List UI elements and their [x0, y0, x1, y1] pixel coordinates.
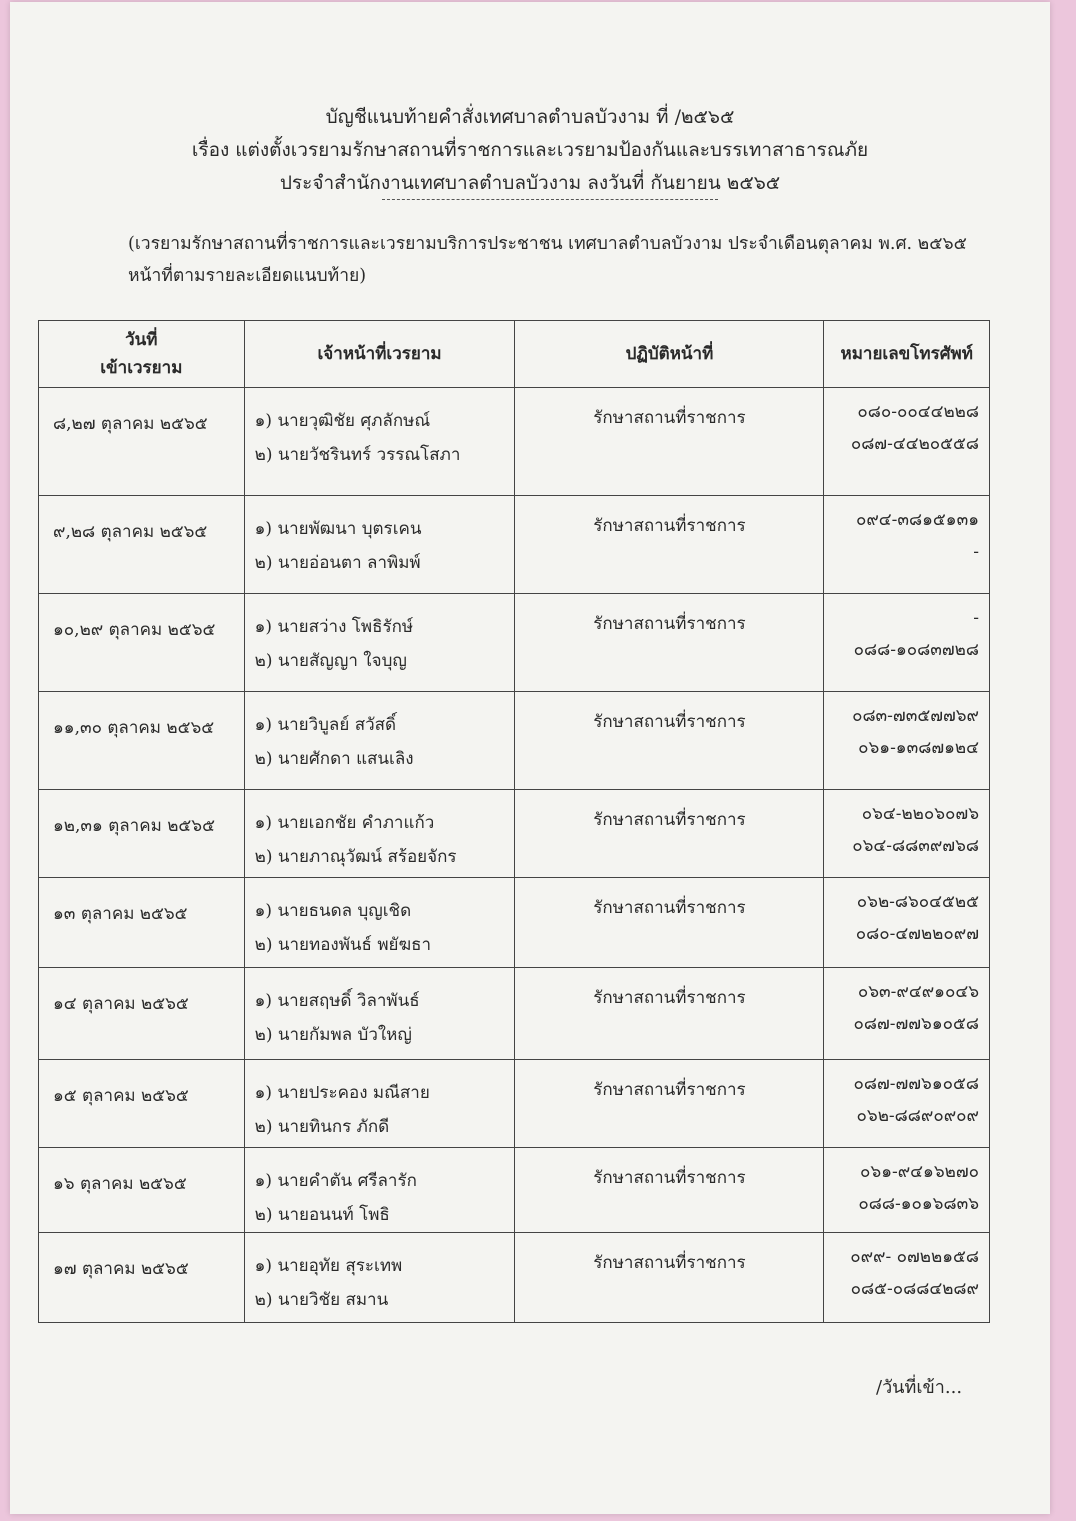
cell-duty: รักษาสถานที่ราชการ — [515, 594, 824, 692]
table-row — [39, 968, 990, 1060]
staff-member-2: ๒) นายทินกร ภักดี — [254, 1117, 390, 1137]
cell-duty: รักษาสถานที่ราชการ — [515, 878, 824, 968]
staff-member-2: ๒) นายวิชัย สมาน — [254, 1290, 389, 1310]
cell-staff — [244, 1233, 515, 1323]
duty-roster-table — [38, 320, 990, 1323]
staff-member-2: ๒) นายอ่อนตา ลาพิมพ์ — [254, 553, 421, 573]
staff-member-1: ๑) นายพัฒนา บุตรเคน — [254, 519, 422, 539]
cell-date: ๑๒,๓๑ ตุลาคม ๒๕๖๕ — [39, 790, 245, 878]
phone-number-2: ๐๖๒-๘๘๙๐๙๐๙ — [856, 1106, 979, 1126]
header-duty: ปฏิบัติหน้าที่ — [515, 321, 824, 388]
staff-member-1: ๑) นายธนดล บุญเชิด — [254, 901, 412, 921]
staff-member-1: ๑) นายประคอง มณีสาย — [254, 1083, 430, 1103]
cell-phone — [824, 1060, 990, 1148]
staff-member-1: ๑) นายวุฒิชัย ศุภลักษณ์ — [254, 411, 431, 431]
header-subject: เรื่อง แต่งตั้งเวรยามรักษาสถานที่ราชการและเวรยามป้องกันและบรรเทาสาธารณภัย — [191, 139, 869, 161]
cell-date: ๑๐,๒๙ ตุลาคม ๒๕๖๕ — [39, 594, 245, 692]
header-staff: เจ้าหน้าที่เวรยาม — [244, 321, 515, 388]
header-date-line2: เข้าเวรยาม — [100, 358, 183, 378]
table-row — [39, 692, 990, 790]
phone-number-1: ๐๘๗-๗๗๖๑๐๕๘ — [853, 1074, 979, 1094]
cell-duty: รักษาสถานที่ราชการ — [515, 692, 824, 790]
table-row — [39, 1060, 990, 1148]
cell-staff — [244, 496, 515, 594]
phone-number-1: ๐๖๒-๘๖๐๔๕๒๕ — [856, 892, 979, 912]
staff-member-1: ๑) นายสฤษดิ์ วิลาพันธ์ — [254, 991, 420, 1011]
staff-member-1: ๑) นายอุทัย สุระเทพ — [254, 1256, 403, 1276]
cell-phone — [824, 790, 990, 878]
phone-number-2: ๐๘๕-๐๘๘๔๒๘๙ — [850, 1279, 979, 1299]
phone-number-2: ๐๘๘-๑๐๘๓๗๒๘ — [853, 640, 979, 660]
staff-member-2: ๒) นายทองพันธ์ พยัฆธา — [254, 935, 432, 955]
cell-date: ๑๔ ตุลาคม ๒๕๖๕ — [39, 968, 245, 1060]
cell-staff — [244, 790, 515, 878]
cell-duty: รักษาสถานที่ราชการ — [515, 1060, 824, 1148]
table-row — [39, 1233, 990, 1323]
staff-member-2: ๒) นายอนนท์ โพธิ — [254, 1205, 390, 1225]
cell-date: ๑๓ ตุลาคม ๒๕๖๕ — [39, 878, 245, 968]
cell-staff — [244, 594, 515, 692]
phone-number-2: ๐๘๐-๔๗๒๒๐๙๗ — [855, 924, 979, 944]
cell-date: ๑๖ ตุลาคม ๒๕๖๕ — [39, 1148, 245, 1233]
header-date-line1: วันที่ — [125, 330, 158, 350]
table-row — [39, 496, 990, 594]
staff-member-2: ๒) นายกัมพล บัวใหญ่ — [254, 1025, 412, 1045]
cell-date: ๑๕ ตุลาคม ๒๕๖๕ — [39, 1060, 245, 1148]
table-row — [39, 878, 990, 968]
cell-phone — [824, 388, 990, 496]
cell-phone — [824, 692, 990, 790]
phone-number-2: ๐๘๗-๔๔๒๐๕๕๘ — [850, 434, 979, 454]
dashed-divider — [382, 199, 718, 200]
cell-duty: รักษาสถานที่ราชการ — [515, 496, 824, 594]
cell-staff — [244, 1060, 515, 1148]
table-row — [39, 594, 990, 692]
cell-phone — [824, 878, 990, 968]
table-body — [39, 388, 990, 1323]
staff-member-1: ๑) นายเอกชัย คำภาแก้ว — [254, 813, 435, 833]
cell-staff — [244, 878, 515, 968]
staff-member-1: ๑) นายวิบูลย์ สวัสดิ์ — [254, 715, 397, 735]
phone-number-2: ๐๘๘-๑๐๑๖๘๓๖ — [858, 1194, 979, 1214]
table-row — [39, 1148, 990, 1233]
table-header-row — [39, 321, 990, 388]
phone-number-1: ๐๘๐-๐๐๔๔๒๒๘ — [857, 402, 979, 422]
cell-date: ๙,๒๘ ตุลาคม ๒๕๖๕ — [39, 496, 245, 594]
phone-number-1: ๐๙๙- ๐๗๒๒๑๕๘ — [850, 1247, 979, 1267]
staff-member-2: ๒) นายสัญญา ใจบุญ — [254, 651, 407, 671]
phone-number-1: ๐๖๑-๙๔๑๖๒๗๐ — [860, 1162, 979, 1182]
phone-number-1: ๐๙๔-๓๘๑๕๑๓๑ — [855, 510, 979, 530]
cell-duty: รักษาสถานที่ราชการ — [515, 968, 824, 1060]
phone-number-2: ๐๖๔-๘๘๓๙๗๖๘ — [852, 836, 979, 856]
cell-duty: รักษาสถานที่ราชการ — [515, 1148, 824, 1233]
staff-member-2: ๒) นายวัชรินทร์ วรรณโสภา — [254, 445, 461, 465]
cell-staff — [244, 692, 515, 790]
cell-phone — [824, 1233, 990, 1323]
intro-text: (เวรยามรักษาสถานที่ราชการและเวรยามบริการประชาชน เทศบาลตำบลบัวงาม ประจำเดือนตุลาคม พ.ศ. ๒๕๖๕ หน้าที่ตามรายละเอียดแนบท้าย) — [128, 234, 967, 286]
continuation-note: /วันที่เข้า... — [876, 1377, 963, 1398]
cell-phone — [824, 594, 990, 692]
header-title: บัญชีแนบท้ายคำสั่งเทศบาลตำบลบัวงาม ที่ /๒๕๖๕ — [325, 106, 735, 128]
header-office-date: ประจำสำนักงานเทศบาลตำบลบัวงาม ลงวันที่ กันยายน ๒๕๖๕ — [279, 172, 781, 194]
cell-staff — [244, 1148, 515, 1233]
cell-duty: รักษาสถานที่ราชการ — [515, 790, 824, 878]
table-row — [39, 790, 990, 878]
cell-duty: รักษาสถานที่ราชการ — [515, 1233, 824, 1323]
staff-member-1: ๑) นายสว่าง โพธิรักษ์ — [254, 617, 414, 637]
phone-number-1: ๐๘๓-๗๓๕๗๗๖๙ — [852, 706, 979, 726]
cell-staff — [244, 968, 515, 1060]
header-phone: หมายเลขโทรศัพท์ — [824, 321, 990, 388]
table-row — [39, 388, 990, 496]
phone-number-1: ๐๖๔-๒๒๐๖๐๗๖ — [861, 804, 979, 824]
phone-number-2: ๐๖๑-๑๓๘๗๑๒๔ — [858, 738, 979, 758]
header-date — [39, 321, 245, 388]
cell-staff — [244, 388, 515, 496]
cell-duty: รักษาสถานที่ราชการ — [515, 388, 824, 496]
cell-phone — [824, 496, 990, 594]
cell-date: ๑๗ ตุลาคม ๒๕๖๕ — [39, 1233, 245, 1323]
staff-member-2: ๒) นายศักดา แสนเลิง — [254, 749, 414, 769]
phone-number-1: ๐๖๓-๙๔๙๑๐๔๖ — [857, 982, 979, 1002]
cell-date: ๘,๒๗ ตุลาคม ๒๕๖๕ — [39, 388, 245, 496]
phone-number-2: - — [973, 542, 979, 562]
phone-number-2: ๐๘๗-๗๗๖๑๐๕๘ — [853, 1014, 979, 1034]
staff-member-2: ๒) นายภาณุวัฒน์ สร้อยจักร — [254, 847, 457, 867]
cell-phone — [824, 968, 990, 1060]
document-page — [10, 2, 1050, 1514]
cell-phone — [824, 1148, 990, 1233]
cell-date: ๑๑,๓๐ ตุลาคม ๒๕๖๕ — [39, 692, 245, 790]
staff-member-1: ๑) นายคำตัน ศรีลารัก — [254, 1171, 417, 1191]
phone-number-1: - — [973, 608, 979, 628]
